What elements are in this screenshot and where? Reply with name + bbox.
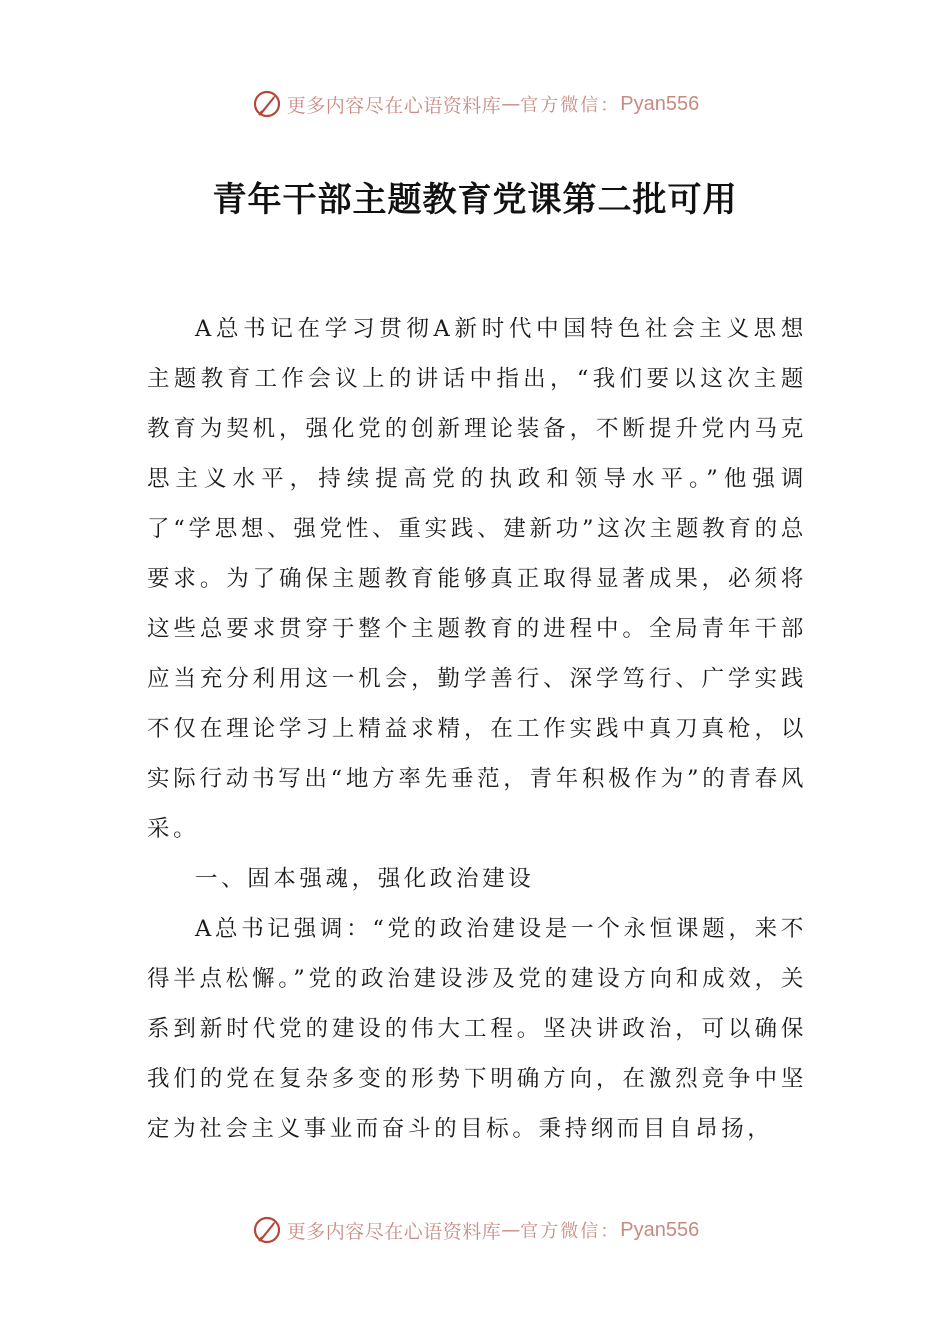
watermark-wechat-id: Pyan556 <box>620 1218 700 1241</box>
document-body <box>147 304 807 1154</box>
document-title: 青年干部主题教育党课第二批可用 <box>212 180 738 220</box>
paragraph-section-one: A总书记强调：“党的政治建设是一个永恒课题，来不得半点松懈。”党的政治建设涉及党的建设方向和成效，关系到新时代党的建设的伟大工程。坚决讲政治，可以确保我们的党在复杂多变的形势下明确方向，在激烈竞争中坚定为社会主义事业而奋斗的目标。秉持纲而目自昂扬， <box>147 916 807 1142</box>
watermark-text: 更多内容尽在心语资料库 <box>286 1220 502 1243</box>
watermark-dash: — <box>501 1219 521 1241</box>
quill-logo-icon <box>251 1214 283 1246</box>
paragraph-intro: A总书记在学习贯彻A新时代中国特色社会主义思想主题教育工作会议上的讲话中指出，“我们要以这次主题教育为契机，强化党的创新理论装备，不断提升党内马克思主义水平，持续提高党的执政和领导水平。”他强调了“学思想、强党性、重实践、建新功”这次主题教育的总要求。为了确保主题教育能够真正取得显著成果，必须将这些总要求贯穿于整个主题教育的进程中。全局青年干部应当充分利用这一机会，勤学善行、深学笃行、广学实践不仅在理论学习上精益求精，在工作实践中真刀真枪，以实际行动书写出“地方率先垂范，青年积极作为”的青春风采。 <box>147 316 807 842</box>
footer-watermark <box>0 1210 950 1250</box>
watermark-label: 官方微信： <box>520 95 621 116</box>
watermark-text: 更多内容尽在心语资料库 <box>286 94 502 117</box>
quill-logo-icon <box>251 88 283 120</box>
section-heading: 一、固本强魂，强化政治建设 <box>195 866 535 892</box>
header-watermark <box>0 84 950 124</box>
watermark-wechat-id: Pyan556 <box>620 92 700 115</box>
watermark-dash: — <box>501 93 521 115</box>
watermark-label: 官方微信： <box>520 1221 621 1242</box>
